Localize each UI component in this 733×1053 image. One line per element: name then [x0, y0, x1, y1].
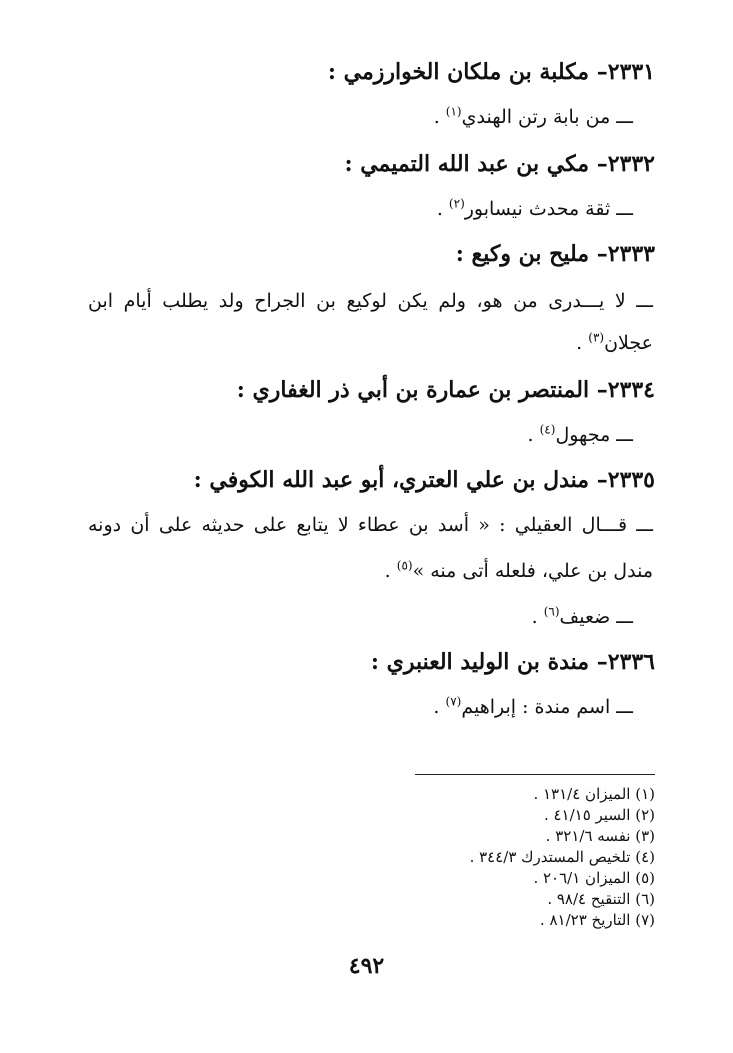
entry-text-2336: ـــ اسم مندة : إبراهيم$^{(٧)}$ .	[433, 694, 633, 718]
footnote-ref: (٥)	[396, 558, 413, 573]
footnote-item: (٣) نفسه ٣٢١/٦ .	[545, 827, 655, 845]
entry-title-2335: ٢٣٣٥– مندل بن علي العتري، أبو عبد الله الكوفي :	[193, 467, 655, 493]
footnote-divider	[415, 774, 655, 775]
entry-text-2334: ـــ مجهول$^{(٤)}$ .	[527, 422, 633, 446]
footnotes-list	[355, 784, 655, 931]
entry-text-2332: ـــ ثقة محدث نيسابور$^{(٢)}$ .	[436, 196, 633, 220]
entry-title-2331: ٢٣٣١– مكلبة بن ملكان الخوارزمي :	[327, 59, 655, 85]
footnote-item: (٦) التنقيح ٩٨/٤ .	[547, 890, 655, 908]
footnote-ref: (٤)	[539, 422, 556, 437]
footnote-ref: (٣)	[588, 330, 605, 345]
entry-title-2336: ٢٣٣٦– مندة بن الوليد العنبري :	[370, 649, 655, 675]
entry-text-2335-line-2: مندل بن علي، فلعله أتى منه »$^{(٥)}$ .	[384, 558, 653, 582]
entry-text-2331: ـــ من بابة رتن الهندي$^{(١)}$ .	[433, 104, 633, 128]
footnote-ref: (١)	[445, 104, 462, 119]
entry-text-2335-line-1: ـــ قـــال العقيلي : « أسد بن عطاء لا يتابع على حديثه على أن دونه	[88, 514, 653, 536]
footnote-ref: (٦)	[543, 604, 560, 619]
entry-title-2332: ٢٣٣٢– مكي بن عبد الله التميمي :	[344, 151, 655, 177]
entry-text-2333-line-1: ـــ لا يـــدرى من هو، ولم يكن لوكيع بن الجراح ولد يطلب أيام ابن	[88, 290, 653, 312]
entry-text-2333-line-2: عجلان$^{(٣)}$ .	[576, 330, 653, 354]
page-number: ٤٩٢	[348, 953, 385, 979]
entry-text-2335-line-3: ـــ ضعيف$^{(٦)}$ .	[531, 604, 633, 628]
footnote-item: (١) الميزان ١٣١/٤ .	[533, 785, 655, 803]
footnote-ref: (٢)	[448, 196, 465, 211]
footnote-item: (٢) السير ٤١/١٥ .	[543, 806, 655, 824]
entry-title-2334: ٢٣٣٤– المنتصر بن عمارة بن أبي ذر الغفاري :	[236, 377, 655, 403]
footnote-ref: (٧)	[445, 694, 462, 709]
footnote-item: (٧) التاريخ ٨١/٢٣ .	[539, 911, 655, 929]
entry-title-2333: ٢٣٣٣– مليح بن وكيع :	[455, 241, 655, 267]
footnote-item: (٥) الميزان ٢٠٦/١ .	[533, 869, 655, 887]
footnote-item: (٤) تلخيص المستدرك ٣٤٤/٣ .	[469, 848, 655, 866]
